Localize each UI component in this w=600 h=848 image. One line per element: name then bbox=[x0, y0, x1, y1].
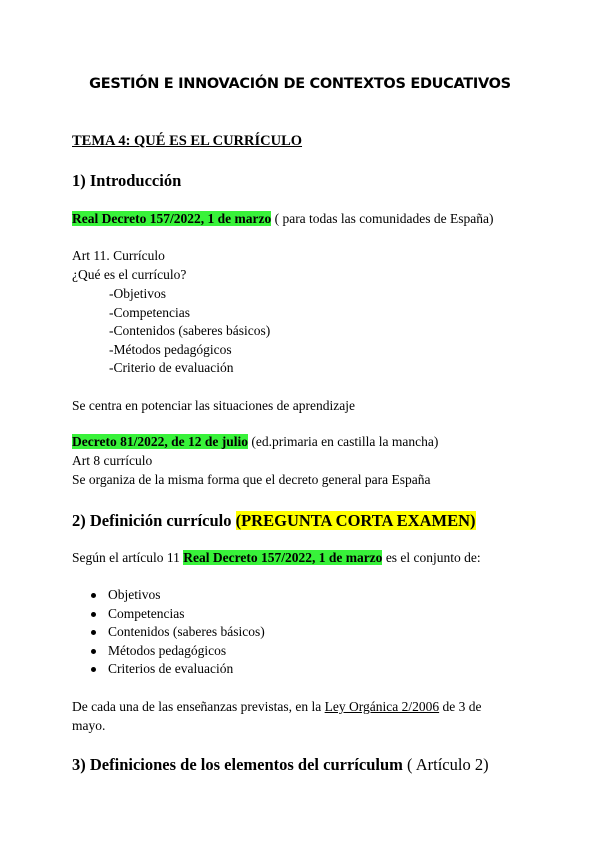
intro-decree-highlight: Real Decreto 157/2022, 1 de marzo bbox=[183, 550, 383, 565]
list-item bbox=[72, 605, 265, 624]
list-item-text: Métodos pedagógicos bbox=[108, 642, 227, 658]
decree2-line bbox=[72, 433, 438, 451]
section-2-heading bbox=[72, 510, 476, 532]
art-8-line: Art 8 currículo bbox=[72, 453, 153, 468]
list-item-text: Criterios de evaluación bbox=[108, 661, 234, 677]
bullet-icon bbox=[91, 593, 96, 598]
definition-bullet-list bbox=[72, 586, 265, 679]
list-item bbox=[72, 586, 265, 605]
bullet-icon bbox=[91, 612, 96, 617]
decree2-note: (ed.primaria en castilla la mancha) bbox=[247, 434, 439, 449]
curriculum-item: -Contenidos (saberes básicos) bbox=[109, 323, 271, 338]
section-2-title: 2) Definición currículo bbox=[72, 511, 236, 530]
list-item-text: Competencias bbox=[108, 605, 185, 621]
curriculum-item: -Objetivos bbox=[109, 286, 166, 301]
document-title: GESTIÓN E INNOVACIÓN DE CONTEXTOS EDUCATIVOS bbox=[89, 76, 511, 92]
exam-badge: (PREGUNTA CORTA EXAMEN) bbox=[235, 511, 476, 530]
organiza-line: Se organiza de la misma forma que el decreto general para España bbox=[72, 472, 431, 487]
law-link[interactable]: Ley Orgánica 2/2006 bbox=[324, 699, 440, 714]
closing-after: de 3 de bbox=[439, 699, 482, 714]
decree2-highlight: Decreto 81/2022, de 12 de julio bbox=[72, 434, 248, 449]
closing-line-1 bbox=[72, 698, 481, 716]
decree-note: ( para todas las comunidades de España) bbox=[271, 211, 494, 226]
section-1-heading: 1) Introducción bbox=[72, 171, 182, 190]
art-11-line: Art 11. Currículo bbox=[72, 248, 165, 263]
section-3-title: 3) Definiciones de los elementos del currículum bbox=[72, 755, 403, 774]
section-3-heading bbox=[72, 754, 489, 776]
list-item bbox=[72, 623, 265, 642]
list-item bbox=[72, 642, 265, 661]
list-item bbox=[72, 660, 265, 679]
intro-text: Según el artículo 11 bbox=[72, 550, 184, 565]
closing-text: De cada una de las enseñanzas previstas, en la bbox=[72, 699, 325, 714]
curriculum-item: -Métodos pedagógicos bbox=[109, 341, 232, 357]
question-line: ¿Qué es el currículo? bbox=[72, 267, 187, 282]
focus-line: Se centra en potenciar las situaciones de aprendizaje bbox=[72, 398, 355, 413]
decree-highlight: Real Decreto 157/2022, 1 de marzo bbox=[72, 211, 272, 226]
list-item-text: Contenidos (saberes básicos) bbox=[108, 624, 265, 640]
list-item-text: Objetivos bbox=[108, 587, 161, 602]
intro-after: es el conjunto de: bbox=[382, 550, 481, 565]
bullet-icon bbox=[91, 630, 96, 635]
definition-intro bbox=[72, 549, 481, 567]
curriculum-item: -Competencias bbox=[109, 304, 190, 320]
closing-line-2: mayo. bbox=[72, 718, 106, 733]
decree-line bbox=[72, 210, 494, 228]
bullet-icon bbox=[91, 649, 96, 654]
section-3-note: ( Artículo 2) bbox=[402, 755, 489, 774]
bullet-icon bbox=[91, 667, 96, 672]
curriculum-item: -Criterio de evaluación bbox=[109, 360, 234, 375]
tema-heading: TEMA 4: QUÉ ES EL CURRÍCULO bbox=[72, 133, 303, 149]
